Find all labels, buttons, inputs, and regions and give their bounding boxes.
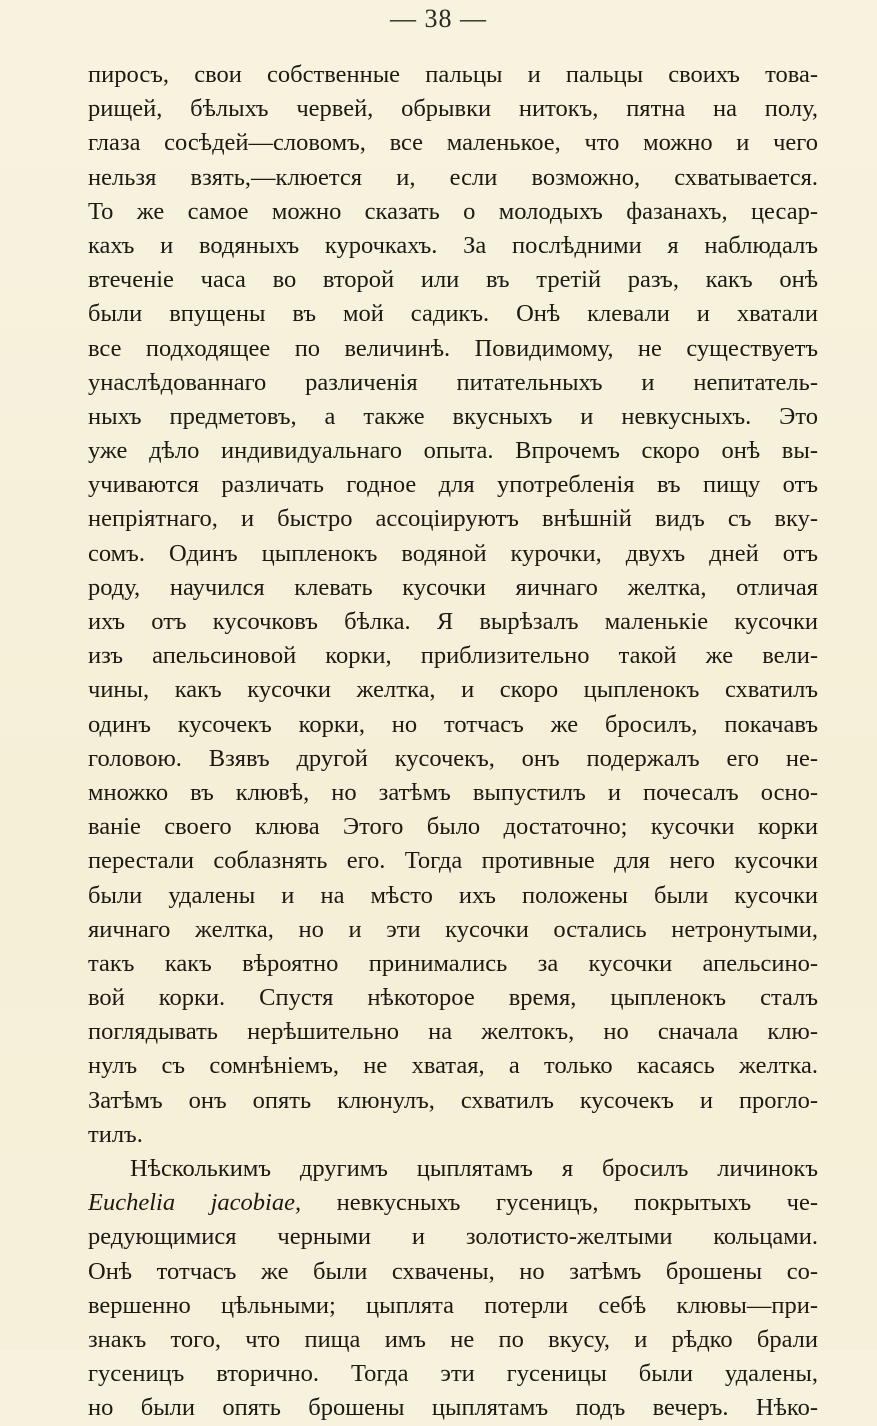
text-line: втеченіе часа во второй или въ третій разъ, какъ онѣ	[88, 266, 818, 294]
text-line: были впущены въ мой садикъ. Онѣ клевали и хватали	[88, 300, 818, 328]
text-line: множко въ клювѣ, но затѣмъ выпустилъ и почесалъ осно-	[88, 778, 818, 806]
text-line: пиросъ, свои собственные пальцы и пальцы своихъ това-	[88, 61, 818, 88]
text-line: гусеницъ вторично. Тогда эти гусеницы были удалены,	[88, 1360, 818, 1388]
body-text	[88, 58, 818, 1426]
text-line: одинъ кусочекъ корки, но тотчасъ же бросилъ, покачавъ	[88, 710, 818, 738]
text-line: изъ апельсиновой корки, приблизительно такой же вели-	[88, 642, 818, 670]
text-line: То же самое можно сказать о молодыхъ фазанахъ, цесар-	[88, 197, 818, 225]
text-line: рищей, бѣлыхъ червей, обрывки нитокъ, пятна на полу,	[88, 95, 818, 123]
text-line: глаза сосѣдей—словомъ, все маленькое, что можно и чего	[88, 129, 818, 157]
text-line: головою. Взявъ другой кусочекъ, онъ подержалъ его не-	[88, 744, 818, 772]
text-line: унаслѣдованнаго различенія питательныхъ и непитатель-	[88, 368, 818, 396]
text-line: вой корки. Спустя нѣкоторое время, цыпленокъ сталъ	[88, 984, 818, 1012]
text-line: сомъ. Одинъ цыпленокъ водяной курочки, двухъ дней отъ	[88, 539, 818, 567]
text-line: Нѣсколькимъ другимъ цыплятамъ я бросилъ личинокъ	[130, 1155, 818, 1182]
text-line: кахъ и водяныхъ курочкахъ. За послѣдними я наблюдалъ	[88, 231, 818, 259]
text-line: знакъ того, что пища имъ не по вкусу, и рѣдко брали	[88, 1325, 818, 1353]
text-line: нельзя взять,—клюется и, если возможно, схватывается.	[88, 163, 818, 191]
species-name: Euchelia jacobiae,	[88, 1189, 302, 1217]
text-line: перестали соблазнять его. Тогда противные для него кусочки	[88, 847, 818, 875]
text-line: вершенно цѣльными; цыплята потерли себѣ клювы—при-	[88, 1291, 818, 1319]
text-line: поглядывать нерѣшительно на желтокъ, но сначала клю-	[88, 1018, 818, 1046]
text-line: нулъ съ сомнѣніемъ, не хватая, а только касаясь желтка.	[88, 1052, 818, 1080]
text-line: ныхъ предметовъ, а также вкусныхъ и невкусныхъ. Это	[88, 402, 818, 430]
text-line: но были опять брошены цыплятамъ подъ вечеръ. Нѣко-	[88, 1394, 818, 1422]
text-line-with-term	[88, 1186, 818, 1220]
text-line: непріятнаго, и быстро ассоціируютъ внѣшній видъ съ вку-	[88, 505, 818, 533]
text-line: ваніе своего клюва Этого было достаточно; кусочки корки	[88, 813, 818, 841]
text-line: ихъ отъ кусочковъ бѣлка. Я вырѣзалъ маленькіе кусочки	[88, 608, 818, 635]
text-line: роду, научился клевать кусочки яичнаго желтка, отличая	[88, 573, 818, 601]
text-line: тилъ.	[88, 1120, 143, 1148]
text-fragment: невкусныхъ гусеницъ, покрытыхъ че-	[336, 1189, 818, 1217]
text-line: уже дѣло индивидуальнаго опыта. Впрочемъ скоро онѣ вы-	[88, 437, 818, 465]
text-line: чины, какъ кусочки желтка, и скоро цыпленокъ схватилъ	[88, 676, 818, 704]
page-number: — 38 —	[390, 4, 487, 33]
text-line: яичнаго желтка, но и эти кусочки остались нетронутыми,	[88, 915, 818, 943]
text-line: редующимися черными и золотисто-желтыми кольцами.	[88, 1223, 818, 1251]
text-line: Онѣ тотчасъ же были схвачены, но затѣмъ брошены со-	[88, 1257, 818, 1285]
text-line: были удалены и на мѣсто ихъ положены были кусочки	[88, 881, 818, 909]
text-line: все подходящее по величинѣ. Повидимому, не существуетъ	[88, 334, 818, 362]
text-line: учиваются различать годное для употребленія въ пищу отъ	[88, 471, 818, 499]
text-line: такъ какъ вѣроятно принимались за кусочки апельсино-	[88, 949, 818, 977]
text-line: Затѣмъ онъ опять клюнулъ, схватилъ кусочекъ и прогло-	[88, 1086, 818, 1114]
